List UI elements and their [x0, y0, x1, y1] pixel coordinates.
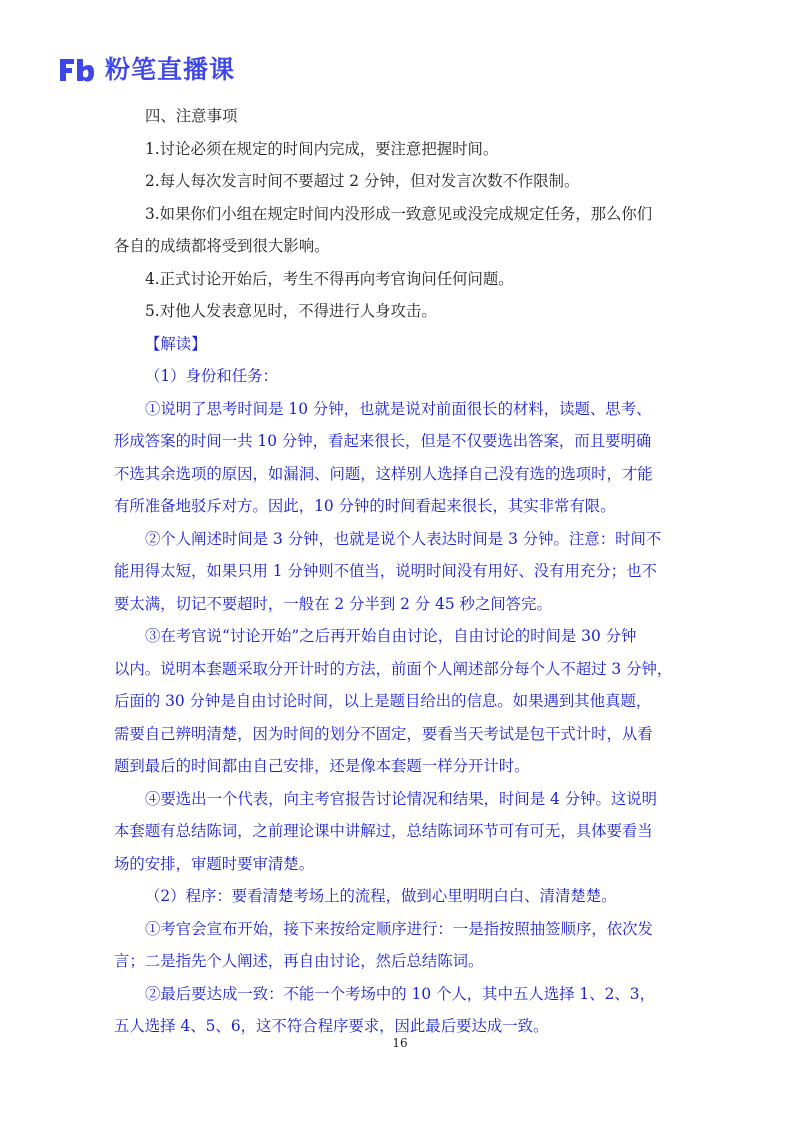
document-body: [114, 100, 696, 1043]
note-item-4: 4.正式讨论开始后，考生不得再向考官询问任何问题。: [145, 269, 514, 288]
paragraph-2-line: 能用得太短，如果只用 1 分钟则不值当，说明时间没有用好、没有用充分；也不: [114, 562, 657, 580]
paragraph-1-line: ①说明了思考时间是 10 分钟，也就是说对前面很长的材料，读题、思考、: [145, 399, 652, 418]
notes-heading: 四、注意事项: [145, 107, 238, 125]
paragraph-3-line: 以内。说明本套题采取分开计时的方法，前面个人阐述部分每个人不超过 3 分钟，: [114, 659, 673, 678]
paragraph-6-line: 五人选择 4、5、6，这不符合程序要求，因此最后要达成一致。: [114, 1017, 549, 1035]
paragraph-3-line: 题到最后的时间都由自己安排，还是像本套题一样分开计时。: [114, 757, 530, 775]
paragraph-2-line: 要太满，切记不要超时，一般在 2 分半到 2 分 45 秒之间答完。: [114, 594, 552, 613]
brand-name: 粉笔直播课: [105, 55, 236, 84]
page-number: 16: [392, 1036, 408, 1050]
paragraph-4-line: 本套题有总结陈词，之前理论课中讲解过，总结陈词环节可有可无，具体要看当: [114, 822, 653, 840]
page-header: [57, 52, 235, 88]
paragraph-6-line: ②最后要达成一致：不能一个考场中的 10 个人，其中五人选择 1、2、3，: [145, 984, 655, 1003]
paragraph-3-line: ③在考官说“讨论开始”之后再开始自由讨论，自由讨论的时间是 30 分钟: [145, 627, 637, 645]
note-item-3-line-2: 各自的成绩都将受到很大影响。: [114, 237, 330, 255]
paragraph-5-line: ①考官会宣布开始，接下来按给定顺序进行：一是指按照抽签顺序，依次发: [145, 919, 653, 938]
note-item-5: 5.对他人发表意见时，不得进行人身攻击。: [145, 302, 437, 320]
section-2-title: （2）程序：要看清楚考场上的流程，做到心里明明白白、清清楚楚。: [145, 887, 617, 905]
paragraph-1-line: 不选其余选项的原因，如漏洞、问题，这样别人选择自己没有选的选项时，才能: [114, 464, 653, 483]
analysis-label: 【解读】: [145, 334, 207, 353]
note-item-2: 2.每人每次发言时间不要超过 2 分钟，但对发言次数不作限制。: [145, 172, 580, 190]
paragraph-3-line: 后面的 30 分钟是自由讨论时间，以上是题目给出的信息。如果遇到其他真题，: [114, 692, 652, 710]
section-1-title: （1）身份和任务：: [145, 367, 278, 385]
paragraph-4-line: 场的安排，审题时要审清楚。: [114, 854, 315, 873]
paragraph-3-line: 需要自己辨明清楚，因为时间的划分不固定，要看当天考试是包干式计时，从看: [114, 724, 653, 743]
paragraph-5-line: 言；二是指先个人阐述，再自由讨论，然后总结陈词。: [114, 952, 484, 970]
note-item-1: 1.讨论必须在规定的时间内完成，要注意把握时间。: [145, 139, 499, 158]
paragraph-1-line: 形成答案的时间一共 10 分钟，看起来很长，但是不仅要选出答案，而且要明确: [114, 432, 652, 450]
paragraph-2-line: ②个人阐述时间是 3 分钟，也就是说个人表达时间是 3 分钟。注意：时间不: [145, 529, 662, 548]
paragraph-1-line: 有所准备地驳斥对方。因此，10 分钟的时间看起来很长，其实非常有限。: [114, 497, 616, 515]
note-item-3-line-1: 3.如果你们小组在规定时间内没形成一致意见或没完成规定任务，那么你们: [145, 204, 653, 223]
paragraph-4-line: ④要选出一个代表，向主考官报告讨论情况和结果，时间是 4 分钟。这说明: [145, 789, 658, 808]
fb-logo-icon: [57, 55, 95, 85]
